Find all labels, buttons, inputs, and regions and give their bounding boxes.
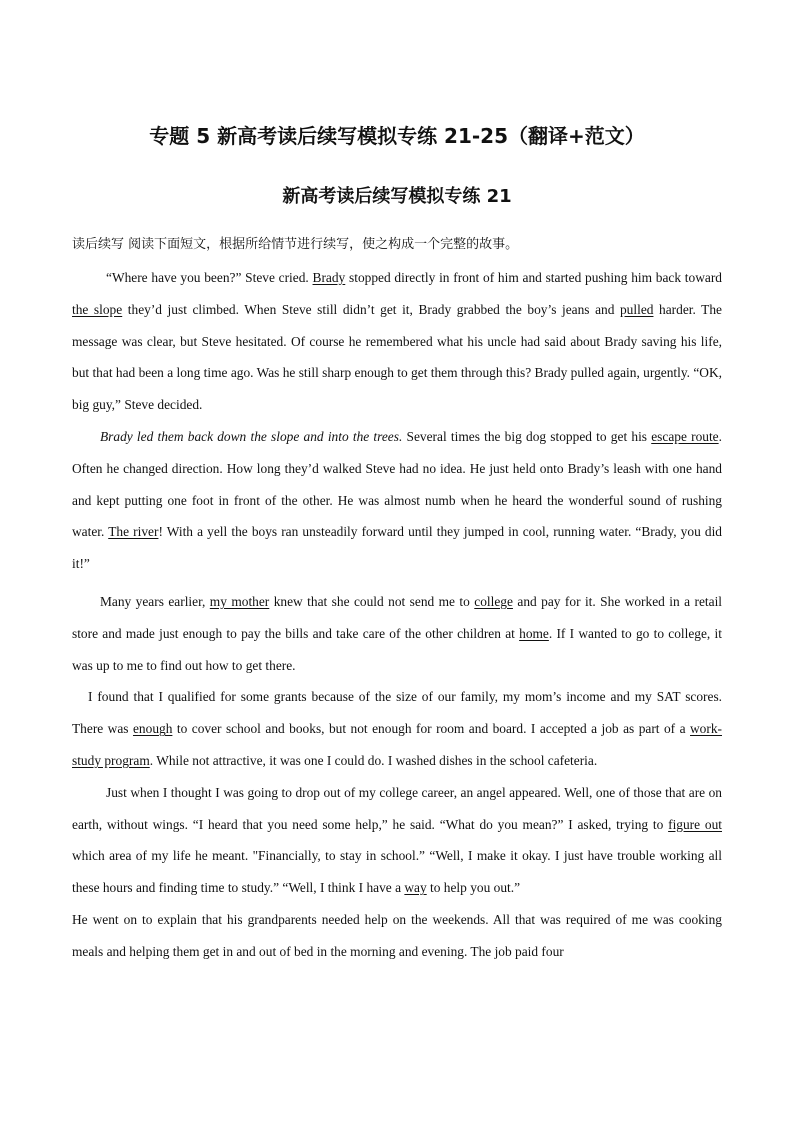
paragraph-4: I found that I qualified for some grants because of the size of our family, my mom’s income and my SAT scores. There was enough to cover school and books, but not enough for room and board. I accepted a job as part of a work-study program. While not attractive, it was one I could do. I washed dishes in the school cafeteria.	[72, 689, 722, 768]
italic-sentence: Brady led them back down the slope and into the trees.	[100, 428, 403, 444]
underlined-word: Brady	[312, 270, 346, 285]
underlined-word: my mother	[209, 593, 270, 609]
paragraph-2: Brady led them back down the slope and into the trees. Several times the big dog stopped to get his escape route. Often he changed direction. How long they’d walked Steve had no idea. He just held onto Brady’s leash with one hand and kept putting one foot in front of the other. He was almost numb when he heard the wonderful sound of rushing water. The river! With a yell the boys ran unsteadily forward until they jumped in cool, running water. “Brady, you did it!”	[72, 428, 722, 572]
underlined-word: pulled	[619, 301, 654, 317]
paragraph-1: “Where have you been?” Steve cried. Brady stopped directly in front of him and started pushing him back toward the slope they’d just climbed. When Steve still didn’t get it, Brady grabbed the boy’s jeans and pulled harder. The message was clear, but Steve hesitated. Of course he remembered what his uncle had said about Brady saving his life, but that had been a long time ago. Was he still sharp enough to get them through this? Brady pulled again, urgently. “OK, big guy,” Steve decided.	[72, 270, 722, 413]
paragraph-5: Just when I thought I was going to drop out of my college career, an angel appeared. Well, one of those that are on earth, without wings. “I heard that you need some help,” he said. “What do you mean?” I asked, trying to figure out which area of my life he meant. "Financially, to stay in school.” “Well, I make it okay. I just have trouble working all these hours and finding time to study.” “Well, I think I have a way to help you out.”	[72, 784, 722, 896]
underlined-word: work-study program	[72, 721, 722, 768]
section-subtitle: 新高考读后续写模拟专练 21	[282, 186, 512, 207]
underlined-word: the slope	[72, 301, 123, 317]
underlined-word: The river	[108, 524, 159, 540]
passage-body	[72, 262, 722, 968]
underlined-word: way	[404, 880, 427, 896]
paragraph-3: Many years earlier, my mother knew that she could not send me to college and pay for it. She worked in a retail store and made just enough to pay the bills and take care of the other children at home. If I wanted to go to college, it was up to me to find out how to get there.	[72, 593, 723, 673]
underlined-word: enough	[132, 721, 173, 737]
underlined-word: escape route	[651, 428, 719, 444]
underlined-word: home	[519, 625, 549, 641]
page-title: 专题 5 新高考读后续写模拟专练 21-25（翻译+范文）	[149, 124, 645, 148]
underlined-word: figure out	[668, 816, 722, 832]
underlined-word: college	[474, 593, 513, 609]
paragraph-6: He went on to explain that his grandparents needed help on the weekends. All that was required of me was cooking meals and helping them get in and out of bed in the morning and evening. The job paid four	[72, 911, 722, 959]
task-instruction: 读后续写 阅读下面短文，根据所给情节进行续写，使之构成一个完整的故事。	[72, 237, 519, 252]
